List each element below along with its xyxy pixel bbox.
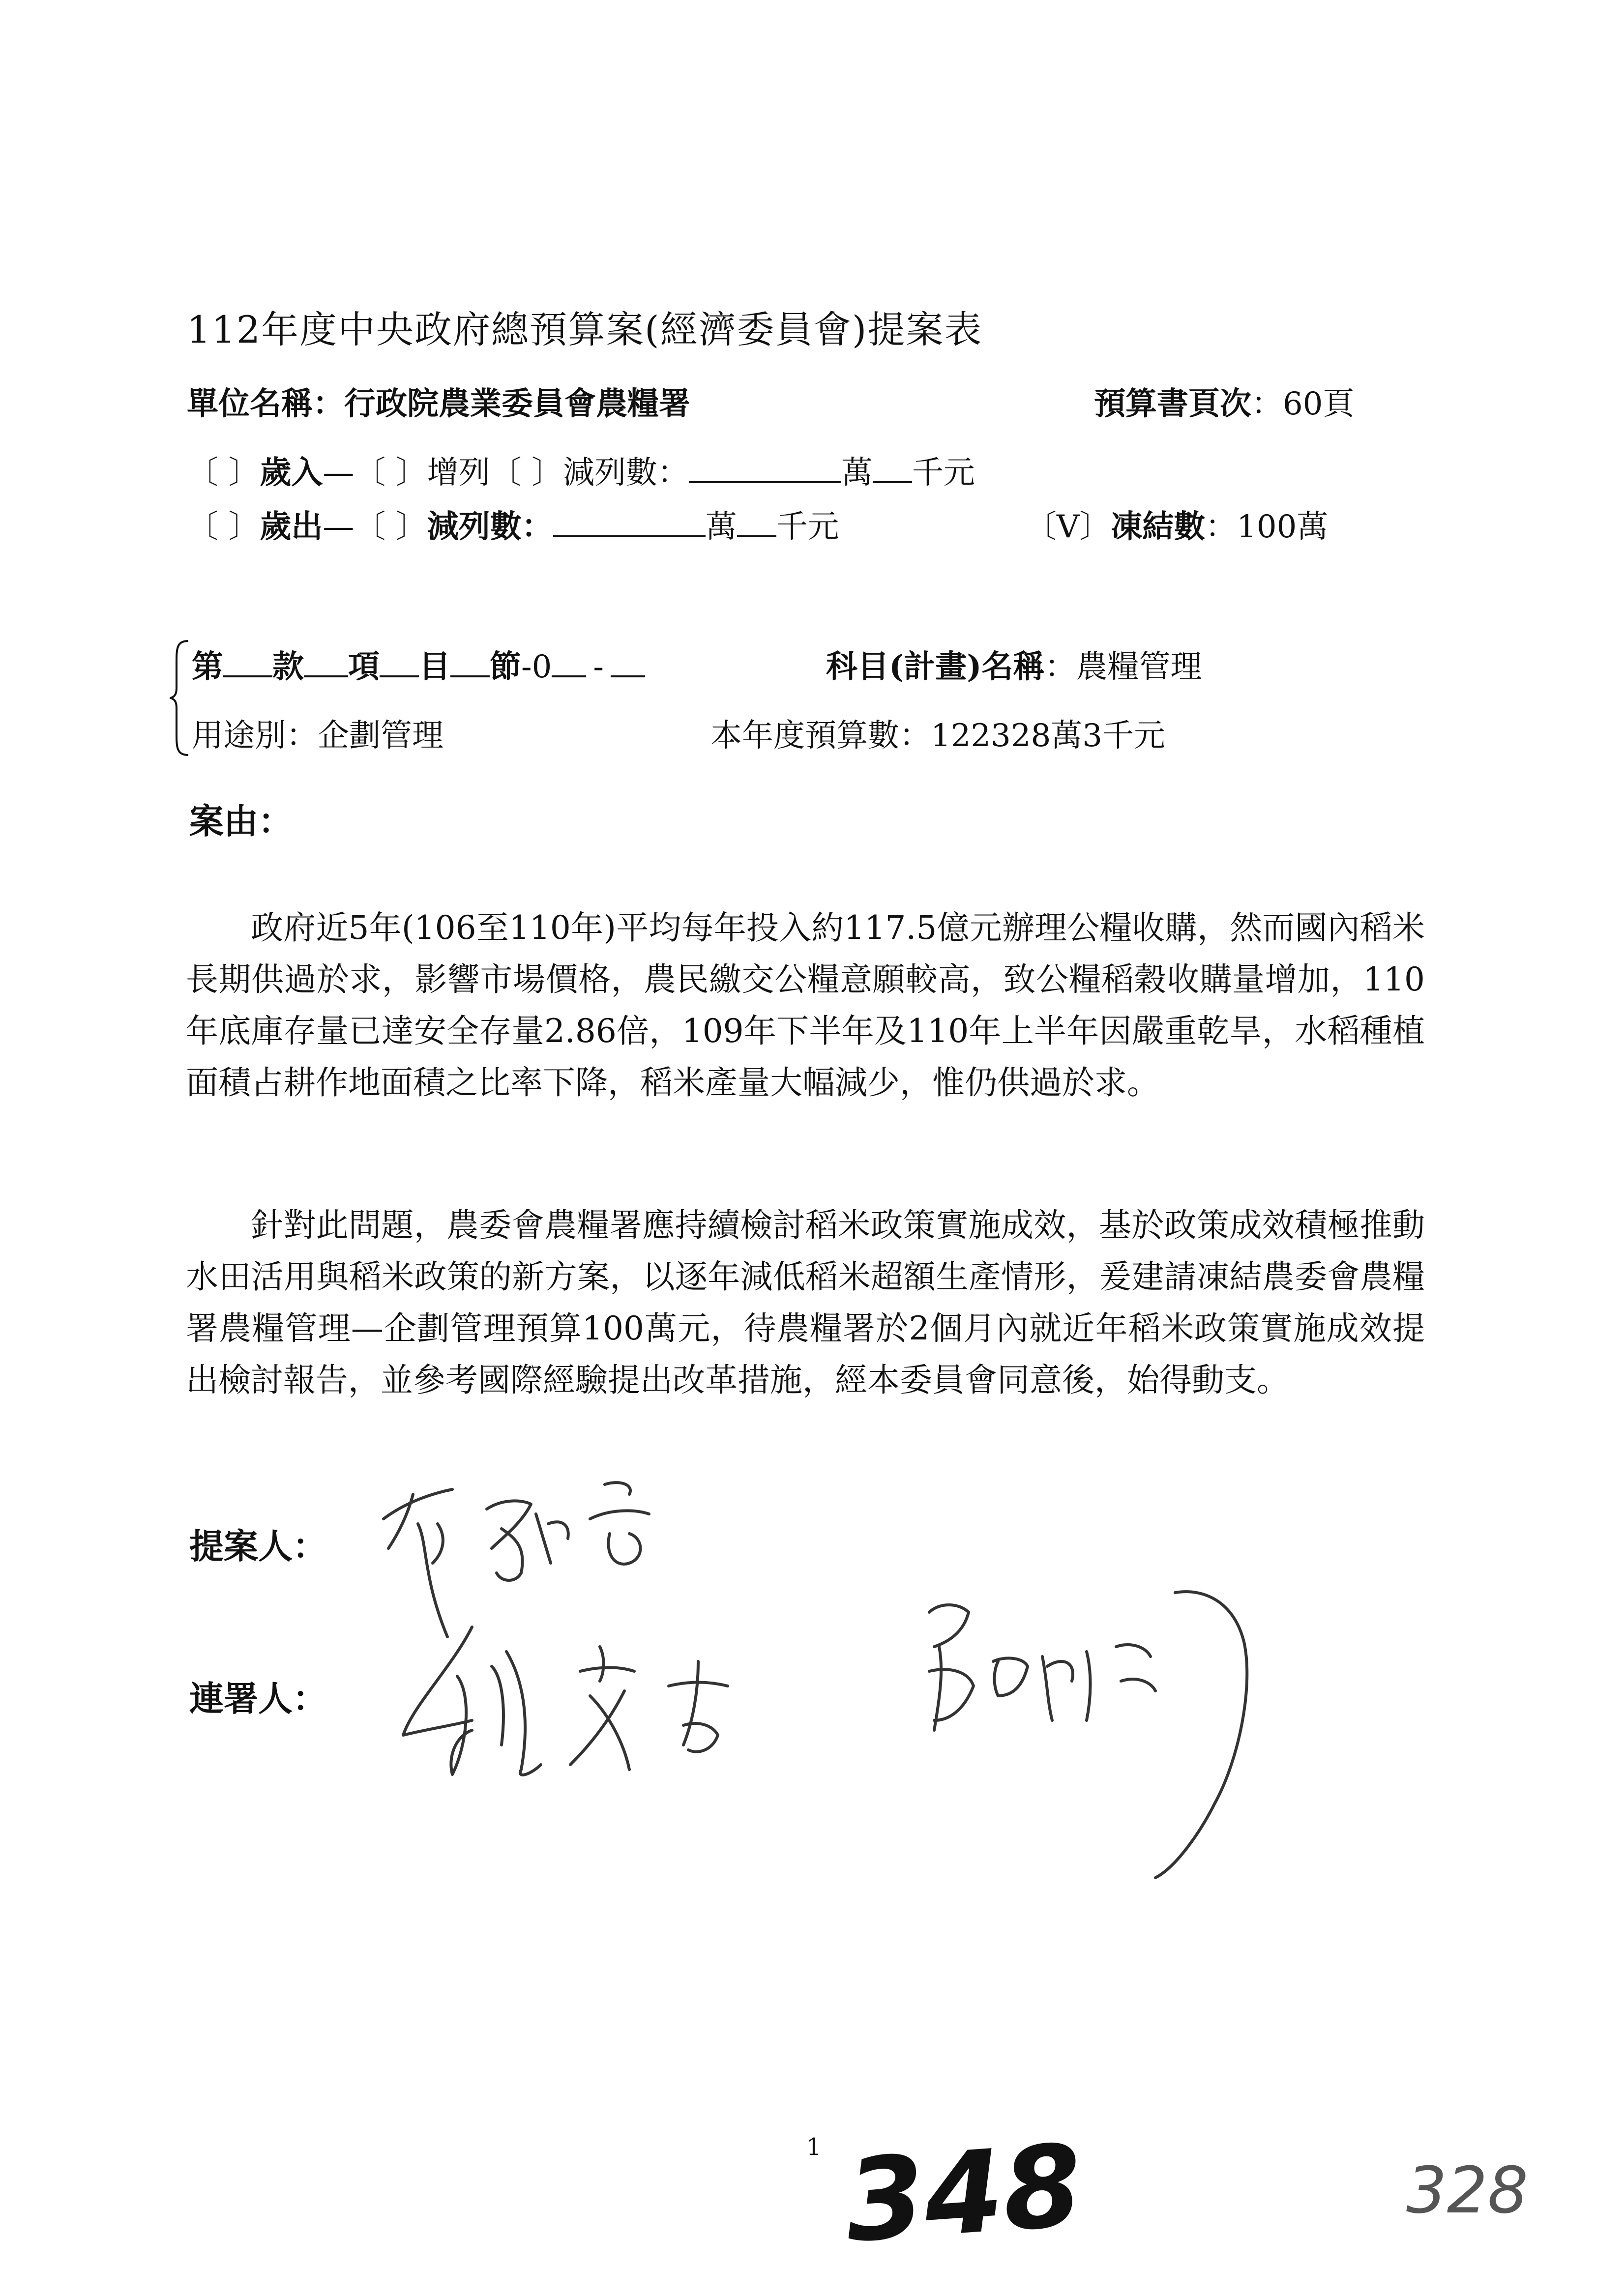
increase-checkbox: 〔 〕 bbox=[354, 455, 427, 491]
expense-dash: — bbox=[323, 509, 354, 545]
expense-qian-blank bbox=[737, 510, 776, 537]
page-ref-value: ：60頁 bbox=[1251, 386, 1355, 422]
kuan-label: 款 bbox=[272, 648, 304, 685]
unit-value: 行政院農業委員會農糧署 bbox=[344, 385, 690, 422]
mu-blank bbox=[380, 650, 419, 677]
freeze-checkbox: 〔V〕 bbox=[1025, 509, 1111, 545]
revenue-amount-blank bbox=[689, 456, 841, 483]
page-number: 1 bbox=[806, 2133, 822, 2161]
freeze-value: ：100萬 bbox=[1205, 509, 1329, 545]
xiang-label: 項 bbox=[348, 648, 380, 685]
cosigner-signature-1 bbox=[393, 1607, 836, 1833]
form-title: 112年度中央政府總預算案(經濟委員會)提案表 bbox=[187, 308, 983, 351]
reason-label: 案由： bbox=[189, 801, 293, 842]
page-ref bbox=[1094, 378, 1354, 424]
subject-label: 科目(計畫)名稱 bbox=[826, 648, 1045, 685]
bracket-brace bbox=[170, 639, 189, 757]
item-line bbox=[192, 641, 645, 687]
freeze-label: 凍結數 bbox=[1111, 508, 1206, 545]
usage-field: 用途別：企劃管理 bbox=[192, 718, 443, 754]
subject-line bbox=[826, 641, 1202, 687]
qian-unit: 千元 bbox=[912, 455, 975, 491]
wan-unit: 萬 bbox=[841, 455, 873, 491]
unit-line bbox=[187, 378, 690, 424]
unit-label: 單位名稱： bbox=[187, 385, 344, 422]
jie-sep: - bbox=[593, 649, 604, 685]
expense-amount-blank bbox=[553, 510, 706, 537]
expense-wan-unit: 萬 bbox=[705, 509, 737, 545]
jie-value: -0 bbox=[521, 649, 552, 685]
cosigner-label: 連署人： bbox=[189, 1678, 327, 1719]
decrease-label: 減列數： bbox=[563, 455, 689, 491]
expense-label: 歲出 bbox=[260, 508, 323, 545]
expense-decrease-label: 減列數： bbox=[427, 508, 553, 545]
cosigner-signature-2 bbox=[900, 1573, 1303, 1892]
mu-label: 目 bbox=[419, 648, 450, 685]
expense-qian-unit: 千元 bbox=[776, 509, 839, 545]
revenue-label: 歲入 bbox=[260, 454, 323, 491]
revenue-qian-blank bbox=[873, 456, 912, 483]
stamp-number: 348 bbox=[841, 2120, 1086, 2268]
xiang-blank bbox=[304, 650, 348, 677]
page-ref-label: 預算書頁次 bbox=[1094, 385, 1251, 422]
freeze-line bbox=[1025, 501, 1328, 547]
kuan-di: 第 bbox=[192, 648, 223, 685]
expense-checkbox: 〔 〕 bbox=[187, 509, 260, 545]
jie-label: 節 bbox=[490, 648, 521, 685]
kuan-blank bbox=[223, 650, 272, 677]
revenue-line bbox=[187, 447, 975, 493]
revenue-dash: — bbox=[323, 455, 354, 491]
corner-number: 328 bbox=[1406, 2153, 1529, 2228]
subject-value: ：農糧管理 bbox=[1044, 649, 1202, 685]
reason-paragraph-2: 針對此問題，農委會農糧署應持續檢討稻米政策實施成效，基於政策成效積極推動水田活用與稻米政策的新方案，以逐年減低稻米超額生產情形，爰建請凍結農委會農糧署農糧管理—企劃管理預算100萬元，待農糧署於2個月內就近年稻米政策實施成效提出檢討報告，並參考國際經驗提出改革措施，經本委員會同意後，始得動支。 bbox=[186, 1206, 1425, 1399]
expense-line bbox=[187, 501, 839, 547]
decrease-checkbox: 〔 〕 bbox=[490, 455, 563, 491]
reason-paragraph-1: 政府近5年(106至110年)平均每年投入約117.5億元辦理公糧收購，然而國內稻米長期供過於求，影響市場價格，農民繳交公糧意願較高，致公糧稻穀收購量增加，110年底庫存量已達安全存量2.86倍，109年下半年及110年上半年因嚴重乾旱，水稻種植面積占耕作地面積之比率下降，稻米產量大幅減少，惟仍供過於求。 bbox=[186, 909, 1425, 1102]
budget-field: 本年度預算數：122328萬3千元 bbox=[710, 718, 1166, 754]
jie-sub-blank-2 bbox=[611, 650, 645, 677]
jie-blank bbox=[450, 650, 490, 677]
revenue-checkbox: 〔 〕 bbox=[187, 455, 260, 491]
jie-sub-blank-1 bbox=[552, 650, 586, 677]
increase-label: 增列 bbox=[427, 455, 490, 491]
expense-decrease-checkbox: 〔 〕 bbox=[354, 509, 427, 545]
proposer-label: 提案人： bbox=[189, 1526, 327, 1567]
